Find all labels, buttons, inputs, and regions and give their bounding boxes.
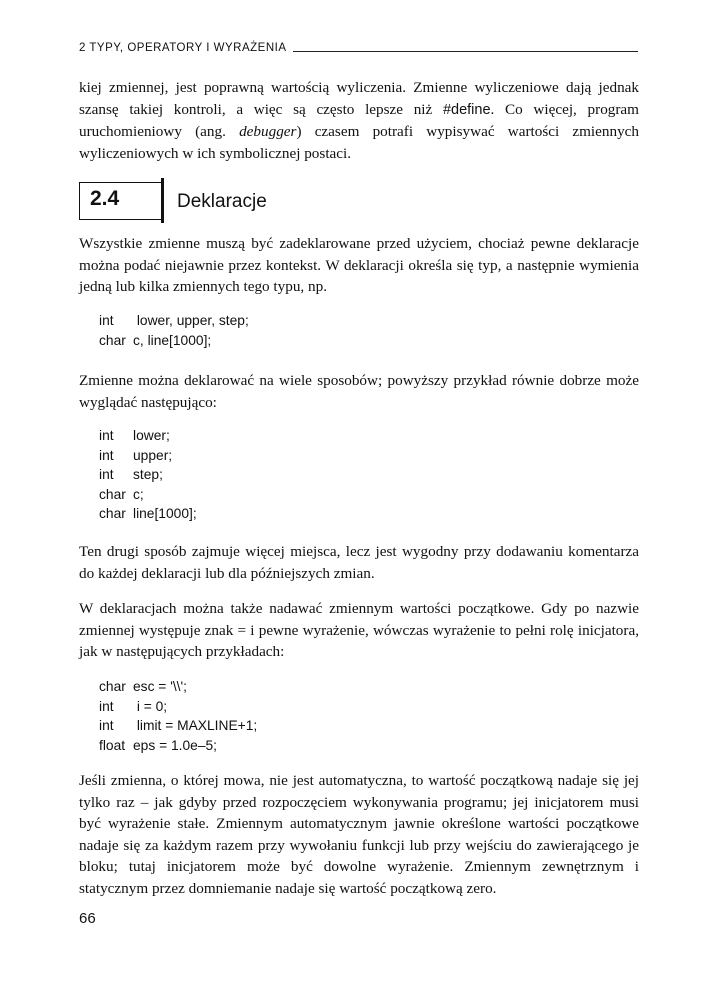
code-line bbox=[99, 697, 257, 717]
paragraph-1 bbox=[79, 77, 639, 164]
code-rest: lower; bbox=[133, 428, 170, 443]
define-keyword: #define bbox=[442, 101, 491, 118]
code-rest: c; bbox=[133, 486, 144, 502]
code-block-1 bbox=[99, 311, 249, 350]
code-block-3 bbox=[99, 677, 257, 755]
code-type: char bbox=[99, 332, 126, 348]
code-block-2 bbox=[99, 426, 197, 524]
code-rest: i = 0; bbox=[133, 698, 168, 714]
code-type: char bbox=[99, 679, 126, 694]
running-head-rule bbox=[293, 51, 638, 52]
paragraph-6: Jeśli zmienna, o której mowa, nie jest automatyczna, to wartość początkową nadaje się jej tylko raz – jak gdyby przed rozpoczęciem wykonywania programu; jej inicjatorem musi być wyrażenie stałe. Zmiennym automatycznym jawnie określone wartości początkowe nadaje się za każdym razem przy wywołaniu funkcji lub przy wejściu do zawierającego je bloku; tutaj inicjatorem może być dowolne wyrażenie. Zmiennym zewnętrznym i statycznym przez domniemanie nadaje się wartość początkową zero. bbox=[79, 772, 639, 897]
code-type: char bbox=[99, 486, 126, 502]
code-rest: limit = MAXLINE+1; bbox=[133, 718, 258, 733]
code-line bbox=[99, 485, 197, 505]
code-rest: lower, upper, step; bbox=[133, 313, 249, 328]
paragraph-1-text-c: ) czasem potrafi wypisywać wartości zmiennych wyliczeniowych w ich symbolicznej postaci. bbox=[79, 123, 640, 162]
section-number: 2.4 bbox=[90, 187, 120, 210]
debugger-term: debugger bbox=[239, 123, 297, 140]
code-line bbox=[99, 504, 197, 524]
code-rest: c, line[1000]; bbox=[133, 332, 212, 348]
code-line bbox=[99, 716, 257, 736]
code-type: int bbox=[99, 467, 114, 482]
code-type: int bbox=[99, 428, 114, 443]
code-line bbox=[99, 331, 249, 351]
code-type: int bbox=[99, 447, 114, 463]
section-number-box bbox=[79, 182, 163, 220]
code-rest: eps = 1.0e–5; bbox=[133, 737, 218, 753]
code-type: char bbox=[99, 506, 126, 521]
code-type: int bbox=[99, 718, 114, 733]
section-title: Deklaracje bbox=[177, 191, 267, 212]
code-rest: line[1000]; bbox=[133, 506, 197, 521]
code-line bbox=[99, 311, 249, 331]
code-rest: esc = '\\'; bbox=[133, 679, 187, 694]
page-number: 66 bbox=[79, 910, 96, 927]
code-line bbox=[99, 736, 257, 756]
section-heading bbox=[79, 178, 379, 226]
paragraph-3: Zmienne można deklarować na wiele sposobów; powyższy przykład równie dobrze może wyglądać następująco: bbox=[79, 372, 639, 411]
paragraph-5: W deklaracjach można także nadawać zmiennym wartości początkowe. Gdy po nazwie zmiennej występuje znak = i pewne wyrażenie, wówczas wyrażenie to pełni rolę inicjatora, jak w następujących przykładach: bbox=[79, 600, 639, 660]
paragraph-1-text-a: kiej zmiennej, jest poprawną wartością wyliczenia. Zmienne wyliczeniowe dają jednak szansę takiej kontroli, a więc są często lepsze niż bbox=[79, 79, 639, 118]
running-head bbox=[79, 40, 638, 54]
code-line bbox=[99, 446, 197, 466]
running-head-text: 2 TYPY, OPERATORY I WYRAŻENIA bbox=[79, 42, 287, 54]
code-type: float bbox=[99, 737, 126, 753]
paragraph-4: Ten drugi sposób zajmuje więcej miejsca, lecz jest wygodny przy dodawaniu komentarza do każdej deklaracji lub dla późniejszych zmian. bbox=[79, 543, 639, 582]
code-rest: upper; bbox=[133, 447, 173, 463]
paragraph-2: Wszystkie zmienne muszą być zadeklarowane przed użyciem, chociaż pewne deklaracje można podać niejawnie przez kontekst. W deklaracji określa się typ, a następnie wymienia jedną lub kilka zmiennych tego typu, np. bbox=[79, 235, 639, 295]
code-rest: step; bbox=[133, 467, 163, 482]
code-type: int bbox=[99, 698, 114, 714]
paragraph-1-text-b: . Co więcej, program uruchomieniowy (ang. bbox=[79, 100, 639, 140]
code-type: int bbox=[99, 313, 114, 328]
code-line bbox=[99, 426, 197, 446]
code-line bbox=[99, 465, 197, 485]
code-line bbox=[99, 677, 257, 697]
